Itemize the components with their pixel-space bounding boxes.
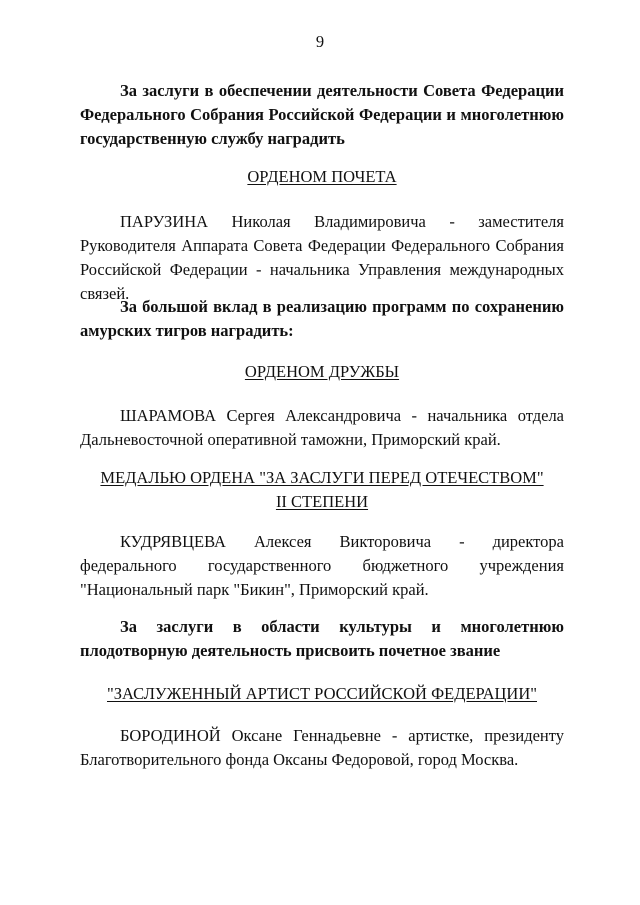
section-1-intro — [80, 79, 564, 151]
intro-line: Федерального Собрания Российской Федерации и многолетнюю — [80, 105, 564, 124]
intro-line: плодотворную деятельность присвоить почетное звание — [80, 641, 501, 660]
section-2-intro: За большой вклад в реализацию программ по сохранению амурских тигров наградить: — [80, 297, 564, 340]
award-heading-medal-fatherland — [80, 466, 564, 514]
recipient-kudryavtsev: КУДРЯВЦЕВА Алексея Викторовича - директора федерального государственного бюджетного учреждения "Национальный парк "Бикин", Приморский край. — [80, 532, 564, 599]
intro-line: государственную службу наградить — [80, 129, 345, 148]
recipient-borodina: БОРОДИНОЙ Оксане Геннадьевне - артистке, президенту Благотворительного фонда Оксаны Федоровой, город Москва. — [80, 726, 564, 769]
recipient-sharamov: ШАРАМОВА Сергея Александровича - начальника отдела Дальневосточной оперативной таможни, Приморский край. — [80, 406, 564, 449]
section-4-intro — [80, 615, 564, 663]
intro-line: За заслуги в области культуры и многолетнюю — [120, 617, 564, 636]
intro-line: За заслуги в обеспечении деятельности Совета Федерации — [120, 81, 564, 100]
award-heading-order-of-friendship: ОРДЕНОМ ДРУЖБЫ — [244, 362, 400, 381]
award-heading-honoured-artist: "ЗАСЛУЖЕННЫЙ АРТИСТ РОССИЙСКОЙ ФЕДЕРАЦИИ" — [107, 684, 537, 703]
award-heading-order-of-honour: ОРДЕНОМ ПОЧЕТА — [247, 167, 397, 186]
award-line: II СТЕПЕНИ — [275, 492, 369, 511]
page-number: 9 — [315, 32, 325, 51]
award-line: МЕДАЛЬЮ ОРДЕНА "ЗА ЗАСЛУГИ ПЕРЕД ОТЕЧЕСТВОМ" — [100, 468, 544, 487]
recipient-paruzin: ПАРУЗИНА Николая Владимировича - заместителя Руководителя Аппарата Совета Федерации Федерального Собрания Российской Федерации - начальника Управления международных связей. — [80, 212, 564, 303]
